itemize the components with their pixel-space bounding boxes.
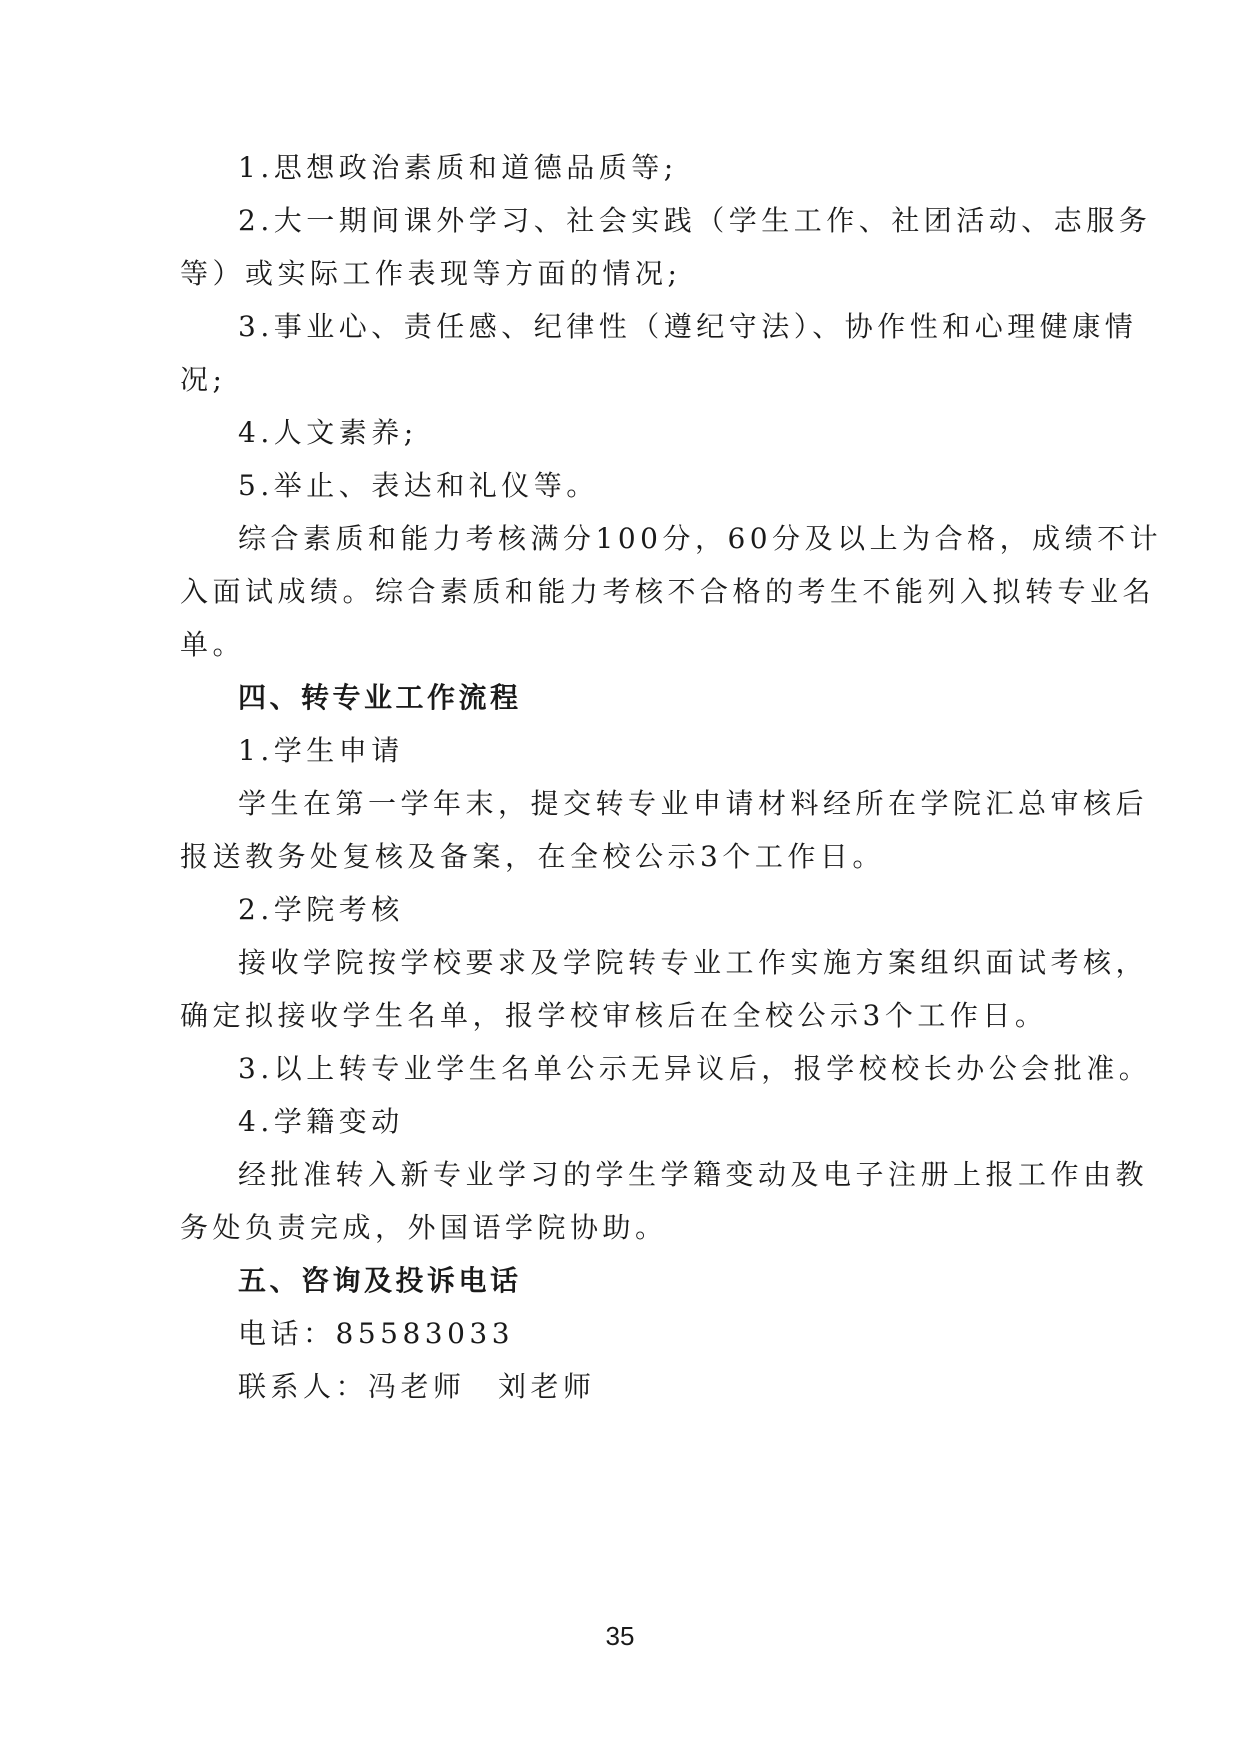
- page-number: 35: [605, 1621, 635, 1651]
- evaluation-item-2-line-2: 等）或实际工作表现等方面的情况;: [180, 257, 682, 290]
- scoring-paragraph-line-1: 综合素质和能力考核满分100分，60分及以上为合格，成绩不计: [238, 522, 1163, 555]
- evaluation-item-1: 1.思想政治素质和道德品质等;: [238, 151, 678, 184]
- step-2-title: 2.学院考核: [238, 893, 404, 926]
- step-3-paragraph: 3.以上转专业学生名单公示无异议后，报学校校长办公会批准。: [238, 1052, 1152, 1085]
- evaluation-item-4: 4.人文素养;: [238, 416, 418, 449]
- section-heading-contact: 五、咨询及投诉电话: [238, 1264, 522, 1297]
- step-1-paragraph-line-1: 学生在第一学年末，提交转专业申请材料经所在学院汇总审核后: [238, 787, 1149, 820]
- step-4-paragraph-line-2: 务处负责完成，外国语学院协助。: [180, 1211, 668, 1244]
- step-1-title: 1.学生申请: [238, 734, 404, 767]
- scoring-paragraph-line-2: 入面试成绩。综合素质和能力考核不合格的考生不能列入拟转专业名: [180, 575, 1156, 608]
- step-4-title: 4.学籍变动: [238, 1105, 404, 1138]
- contact-phone: 电话：85583033: [238, 1317, 515, 1350]
- evaluation-item-2-line-1: 2.大一期间课外学习、社会实践（学生工作、社团活动、志服务: [238, 204, 1152, 237]
- step-2-paragraph-line-2: 确定拟接收学生名单，报学校审核后在全校公示3个工作日。: [180, 999, 1048, 1032]
- scoring-paragraph-line-3: 单。: [180, 628, 246, 661]
- evaluation-item-3-line-1: 3.事业心、责任感、纪律性（遵纪守法）、协作性和心理健康情: [238, 310, 1138, 343]
- step-2-paragraph-line-1: 接收学院按学校要求及学院转专业工作实施方案组织面试考核，: [238, 946, 1149, 979]
- section-heading-process: 四、转专业工作流程: [238, 681, 522, 714]
- evaluation-item-3-line-2: 况;: [180, 363, 227, 396]
- contact-persons: 联系人：冯老师 刘老师: [238, 1370, 596, 1403]
- step-4-paragraph-line-1: 经批准转入新专业学习的学生学籍变动及电子注册上报工作由教: [238, 1158, 1149, 1191]
- evaluation-item-5: 5.举止、表达和礼仪等。: [238, 469, 599, 502]
- step-1-paragraph-line-2: 报送教务处复核及备案，在全校公示3个工作日。: [180, 840, 885, 873]
